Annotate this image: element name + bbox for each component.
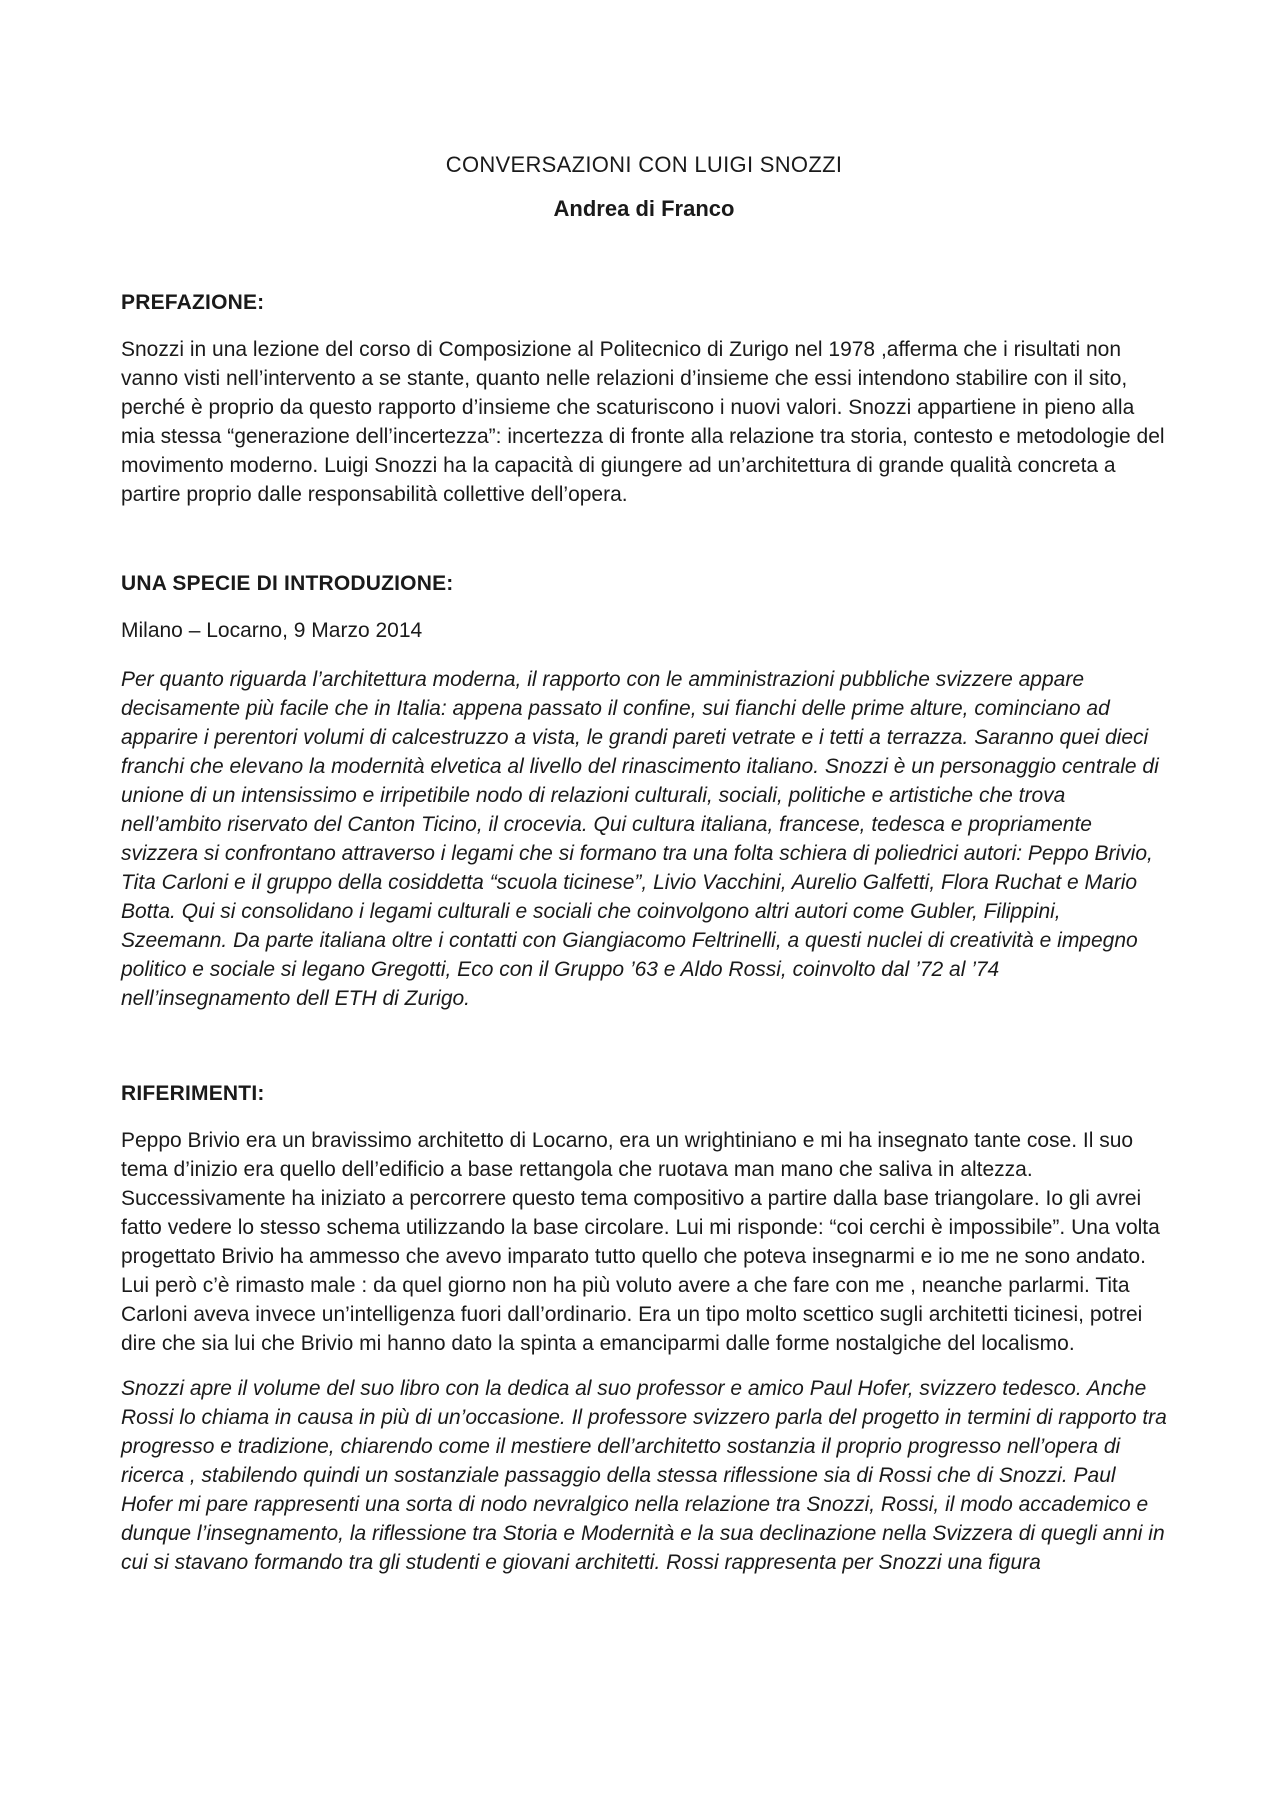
riferimenti-paragraph-2: Snozzi apre il volume del suo libro con la dedica al suo professor e amico Paul Hofer, svizzero tedesco. Anche Rossi lo chiama in causa in più di un’occasione. Il professore svizzero parla del progetto in termini di rapporto tra progresso e tradizione, chiarendo come il mestiere dell’architetto sostanzia il proprio progresso nell’opera di ricerca , stabilendo quindi un sostanziale passaggio della stessa riflessione sia di Rossi che di Snozzi. Paul Hofer mi pare rappresenti una sorta di nodo nevralgico nella relazione tra Snozzi, Rossi, il modo accademico e dunque l’insegnamento, la riflessione tra Storia e Modernità e la sua declinazione nella Svizzera di quegli anni in cui si stavano formando tra gli studenti e giovani architetti. Rossi rappresenta per Snozzi una figura [121, 1377, 1167, 1574]
section-heading-riferimenti: RIFERIMENTI: [121, 1082, 265, 1105]
introduzione-dateline: Milano – Locarno, 9 Marzo 2014 [121, 619, 423, 642]
section-heading-introduzione: UNA SPECIE DI INTRODUZIONE: [121, 572, 454, 595]
prefazione-paragraph: Snozzi in una lezione del corso di Composizione al Politecnico di Zurigo nel 1978 ,afferma che i risultati non vanno visti nell’intervento a se stante, quanto nelle relazioni d’insieme che essi intendono stabilire con il sito, perché è proprio da questo rapporto d’insieme che scaturiscono i nuovi valori. Snozzi appartiene in pieno alla mia stessa “generazione dell’incertezza”: incertezza di fronte alla relazione tra storia, contesto e metodologie del movimento moderno. Luigi Snozzi ha la capacità di giungere ad un’architettura di grande qualità concreta a partire proprio dalle responsabilità collettive dell’opera. [121, 338, 1165, 506]
riferimenti-paragraph-1: Peppo Brivio era un bravissimo architetto di Locarno, era un wrightiniano e mi ha insegnato tante cose. Il suo tema d’inizio era quello dell’edificio a base rettangola che ruotava man mano che saliva in altezza. Successivamente ha iniziato a percorrere questo tema compositivo a partire dalla base triangolare. Io gli avrei fatto vedere lo stesso schema utilizzando la base circolare. Lui mi risponde: “coi cerchi è impossibile”. Una volta progettato Brivio ha ammesso che avevo imparato tutto quello che poteva insegnarmi e io me ne sono andato. Lui però c’è rimasto male : da quel giorno non ha più voluto avere a che fare con me , neanche parlarmi. Tita Carloni aveva invece un’intelligenza fuori dall’ordinario. Era un tipo molto scettico sugli architetti ticinesi, potrei dire che sia lui che Brivio mi hanno dato la spinta a emanciparmi dalle forme nostalgiche del localismo. [121, 1129, 1160, 1355]
document-author: Andrea di Franco [553, 196, 735, 221]
section-heading-prefazione: PREFAZIONE: [121, 291, 265, 314]
document-page [121, 150, 1167, 1577]
introduzione-paragraph: Per quanto riguarda l’architettura moderna, il rapporto con le amministrazioni pubbliche svizzere appare decisamente più facile che in Italia: appena passato il confine, sui fianchi delle prime alture, cominciano ad apparire i perentori volumi di calcestruzzo a vista, le grandi pareti vetrate e i tetti a terrazza. Saranno quei dieci franchi che elevano la modernità elvetica al livello del rinascimento italiano. Snozzi è un personaggio centrale di unione di un intensissimo e irripetibile nodo di relazioni culturali, sociali, politiche e artistiche che trova nell’ambito riservato del Canton Ticino, il crocevia. Qui cultura italiana, francese, tedesca e propriamente svizzera si confrontano attraverso i legami che si formano tra una folta schiera di poliedrici autori: Peppo Brivio, Tita Carloni e il gruppo della cosiddetta “scuola ticinese”, Livio Vacchini, Aurelio Galfetti, Flora Ruchat e Mario Botta. Qui si consolidano i legami culturali e sociali che coinvolgono altri autori come Gubler, Filippini, Szeemann. Da parte italiana oltre i contatti con Giangiacomo Feltrinelli, a questi nuclei di creatività e impegno politico e sociale si legano Gregotti, Eco con il Gruppo ’63 e Aldo Rossi, coinvolto dal ’72 al ’74 nell’insegnamento dell ETH di Zurigo. [121, 668, 1159, 1010]
document-title: CONVERSAZIONI CON LUIGI SNOZZI [445, 152, 843, 177]
